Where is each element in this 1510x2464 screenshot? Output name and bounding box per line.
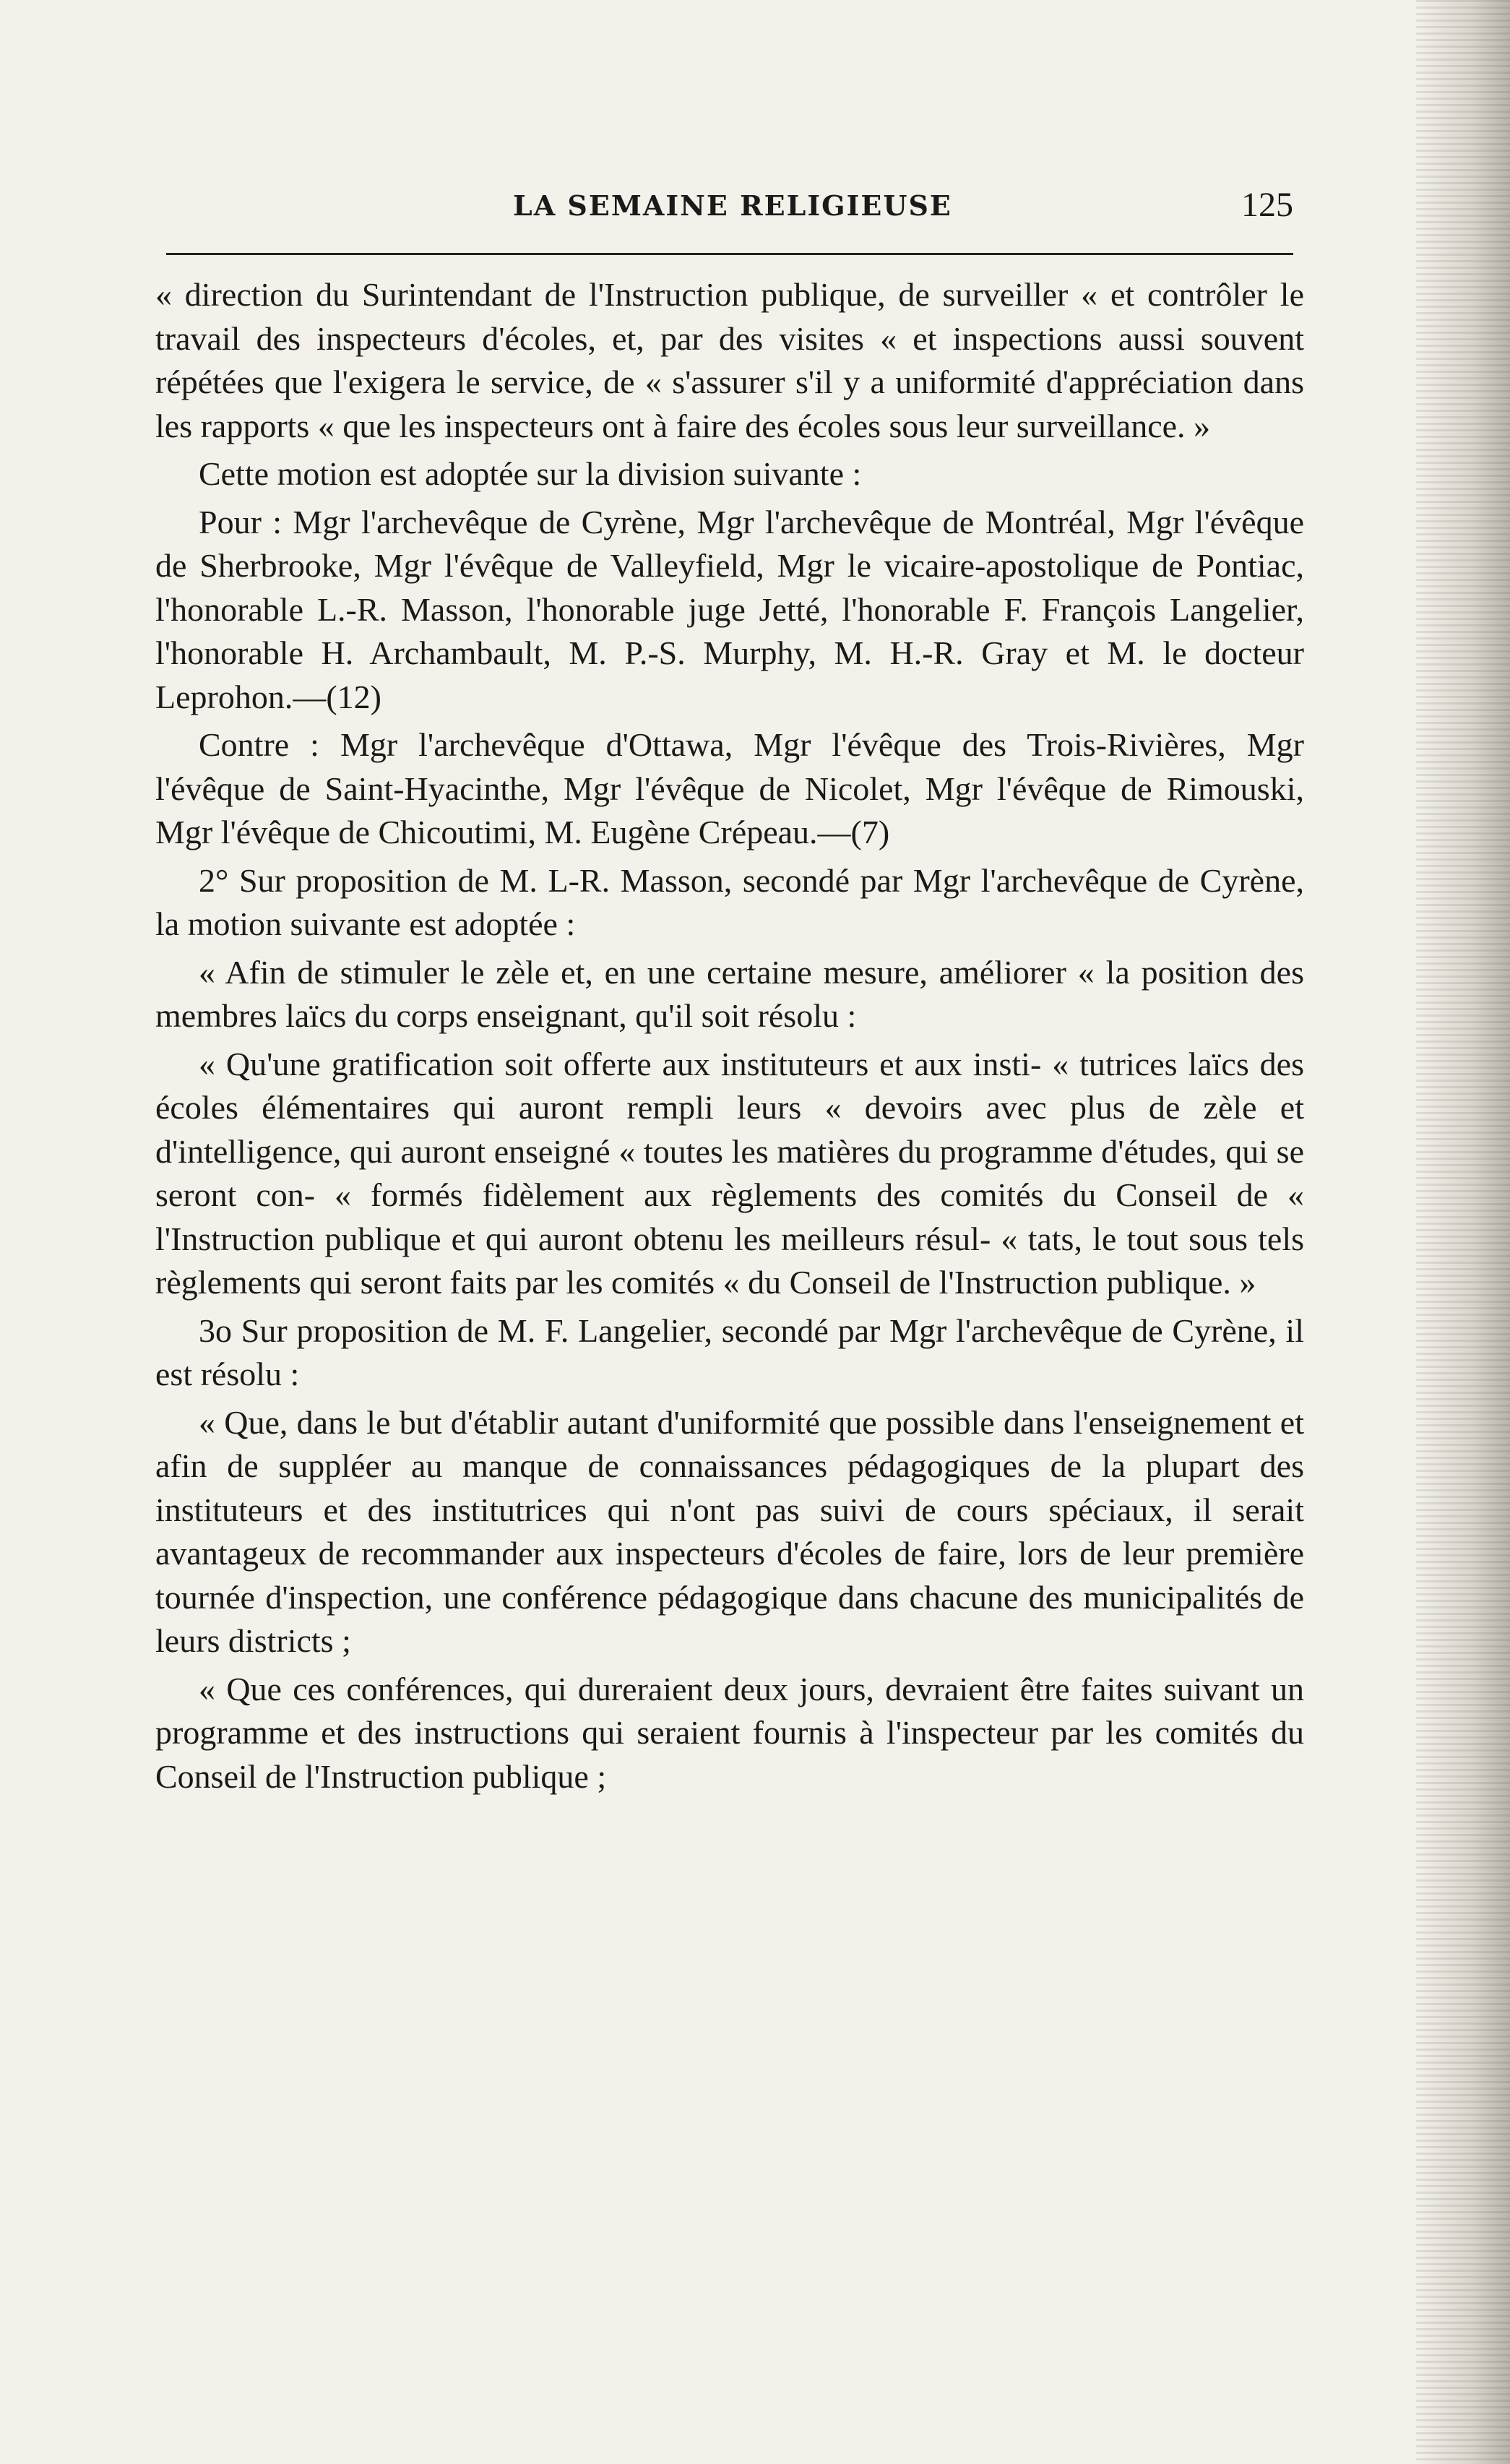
page-header [166, 181, 1293, 246]
paragraph-votes-against: Contre : Mgr l'archevêque d'Ottawa, Mgr l'évêque des Trois-Rivières, Mgr l'évêque de Saint-Hyacinthe, Mgr l'évêque de Nicolet, Mgr l'évêque de Rimouski, Mgr l'évêque de Chicoutimi, M. Eugène Crépeau.—(7) [155, 726, 1304, 850]
paragraph-stimulate-zeal: « Afin de stimuler le zèle et, en une certaine mesure, améliorer « la position des membres laïcs du corps enseignant, qu'il soit résolu : [155, 953, 1304, 1034]
page-number: 125 [1241, 186, 1293, 224]
paragraph-motion-adopted: Cette motion est adoptée sur la division suivante : [199, 455, 862, 492]
paragraph-uniformity: « Que, dans le but d'établir autant d'uniformité que possible dans l'enseignement et afin de suppléer au manque de connaissances pédagogiques de la plupart des instituteurs et des institutrices qui n'ont pas suivi de cours spéciaux, il serait avantageux de recommander aux inspecteurs d'écoles de faire, lors de leur première tournée d'inspection, une conférence pédagogique dans chacune des municipalités de leurs districts ; [155, 1403, 1304, 1659]
running-title: LA SEMAINE RELIGIEUSE [513, 189, 952, 222]
paragraph-proposition-3: 3o Sur proposition de M. F. Langelier, secondé par Mgr l'archevêque de Cyrène, il est résolu : [155, 1311, 1304, 1392]
body-text [155, 273, 1304, 1803]
paragraph-votes-for: Pour : Mgr l'archevêque de Cyrène, Mgr l'archevêque de Montréal, Mgr l'évêque de Sherbrooke, Mgr l'évêque de Valleyfield, Mgr le vicaire-apostolique de Pontiac, l'honorable L.-R. Masson, l'honorable juge Jetté, l'honorable F. François Langelier, l'honorable H. Archambault, M. P.-S. Murphy, M. H.-R. Gray et M. le docteur Leprohon.—(12) [155, 503, 1304, 715]
paragraph-gratification: « Qu'une gratification soit offerte aux instituteurs et aux insti- « tutrices laïcs des écoles élémentaires qui auront rempli leurs « devoirs avec plus de zèle et d'intelligence, qui auront enseigné « toutes les matières du programme d'études, qui se seront con- « formés fidèlement aux règlements des comités du Conseil de « l'Instruction publique et qui auront obtenu les meilleurs résul- « tats, le tout sous tels règlements qui seront faits par les comités « du Conseil de l'Instruction publique. » [155, 1045, 1304, 1301]
paragraph-conferences: « Que ces conférences, qui dureraient deux jours, devraient être faites suivant un programme et des instructions qui seraient fournis à l'inspecteur par les comités du Conseil de l'Instruction publique ; [155, 1670, 1304, 1795]
page-edge-shadow [1416, 0, 1510, 2464]
header-rule [166, 253, 1293, 255]
paragraph-proposition-2: 2° Sur proposition de M. L-R. Masson, secondé par Mgr l'archevêque de Cyrène, la motion suivante est adoptée : [155, 861, 1304, 942]
paragraph-quote-continuation: « direction du Surintendant de l'Instruction publique, de surveiller « et contrôler le travail des inspecteurs d'écoles, et, par des visites « et inspections aussi souvent répétées que l'exigera le service, de « s'assurer s'il y a uniformité d'appréciation dans les rapports « que les inspecteurs ont à faire des écoles sous leur surveillance. » [155, 276, 1304, 444]
